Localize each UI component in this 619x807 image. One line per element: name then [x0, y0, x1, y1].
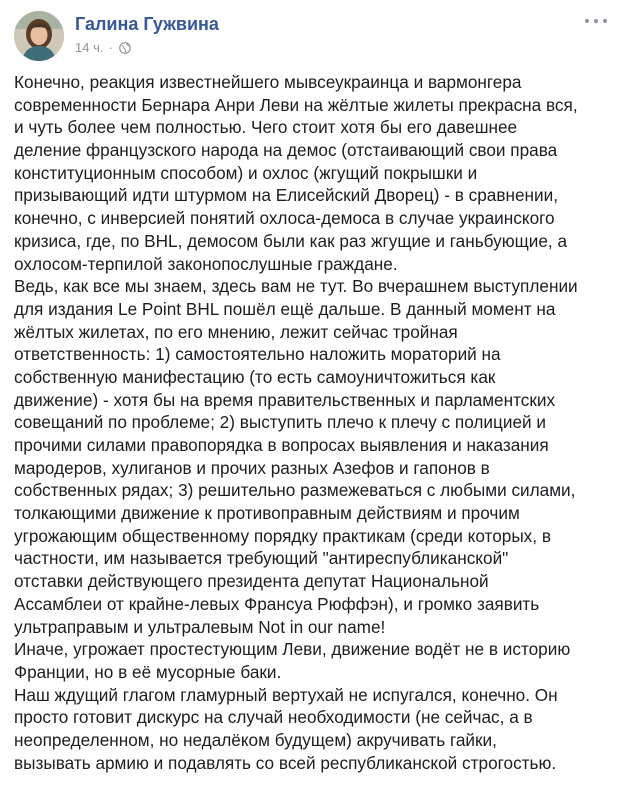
author-name[interactable]: Галина Гужвина [75, 14, 219, 34]
post-text-line: деление французского народа на демос (отстаивающий свои права [14, 140, 558, 161]
post-text-line: собственную манифестацию (то есть самоуничтожиться как [14, 366, 496, 387]
post-text-line: ультраправым и ультралевым Not in our name! [14, 616, 386, 637]
post-meta [75, 40, 131, 55]
post-header [14, 11, 609, 61]
post-text-line: вызывать армию и подавлять со всей республиканской строгостью. [14, 752, 557, 773]
meta-separator: · [108, 40, 113, 55]
avatar[interactable] [14, 11, 64, 61]
post-text-line: частности, им называется требующий "антиреспубликанской" [14, 548, 509, 569]
globe-icon[interactable] [119, 42, 131, 54]
post-text-line: угрожающим общественному порядку практикам (среди которых, в [14, 525, 551, 546]
avatar-photo-icon [14, 11, 64, 61]
post-text-line: толкающими движение к противоправным действиям и прочим [14, 503, 520, 524]
post-text-line: конечно, с инверсией понятий охлоса-демоса в случае украинского [14, 208, 555, 229]
post-text-line: движение) - хотя бы на время правительственных и парламентских [14, 389, 556, 410]
post-text-line: кризиса, где, по BHL, демосом были как раз жгущие и ганьбующие, а [14, 230, 568, 251]
post-text [14, 71, 614, 774]
post-text-line: призывающий идти штурмом на Елисейский Дворец) - в сравнении, [14, 185, 558, 206]
post-text-line: собственных рядах; 3) решительно размежеваться с любыми силами, [14, 480, 576, 501]
post-text-line: Наш ждущий глагом гламурный вертухай не испугался, конечно. Он [14, 684, 558, 705]
post-text-line: и чуть более чем полностью. Чего стоит хотя бы его давешнее [14, 117, 518, 138]
more-options-icon[interactable] [585, 13, 607, 29]
post-timestamp[interactable]: 14 ч. [75, 40, 104, 55]
more-dot [594, 19, 598, 23]
post-text-line: отставки действующего президента депутат Национальной [14, 571, 489, 592]
post-text-line: современности Бернара Анри Леви на жёлтые жилеты прекрасна вся, [14, 94, 578, 115]
post-text-line: совещаний по проблеме; 2) выступить плечо к плечу с полицией и [14, 412, 546, 433]
post-text-line: для издания Le Point BHL пошёл ещё дальше. В данный момент на [14, 298, 556, 319]
post-text-line: жёлтых жилетах, по его мнению, лежит сейчас тройная [14, 321, 458, 342]
post-text-line: конституционным способом) и охлос (жгущий покрышки и [14, 162, 478, 183]
post-text-line: Ассамблеи от крайне-левых Франсуа Рюффэн), и громко заявить [14, 593, 540, 614]
post-text-line: просто готовит дискурс на случай необходимости (не сейчас, а в [14, 707, 533, 728]
post-text-line: охлосом-терпилой законопослушные граждане. [14, 253, 398, 274]
post-text-line: Ведь, как все мы знаем, здесь вам не тут. Во вчерашнем выступлении [14, 276, 578, 297]
post-text-line: прочими силами правопорядка в вопросах выявления и наказания [14, 435, 549, 455]
post-text-line: ответственность: 1) самостоятельно наложить мораторий на [14, 344, 501, 365]
post-text-line: Конечно, реакция известнейшего мывсеукраинца и вармонгера [14, 72, 522, 92]
post-text-line: мародеров, хулиганов и прочих разных Азефов и гапонов в [14, 457, 490, 478]
post-text-line: неопределенном, но недалёком будущем) акручивать гайки, [14, 729, 497, 750]
more-dot [603, 19, 607, 23]
post-text-line: Франции, но в её мусорные баки. [14, 661, 282, 682]
post-text-line: Иначе, угрожает простестующим Леви, движение водёт не в историю [14, 639, 571, 660]
more-dot [585, 19, 589, 23]
